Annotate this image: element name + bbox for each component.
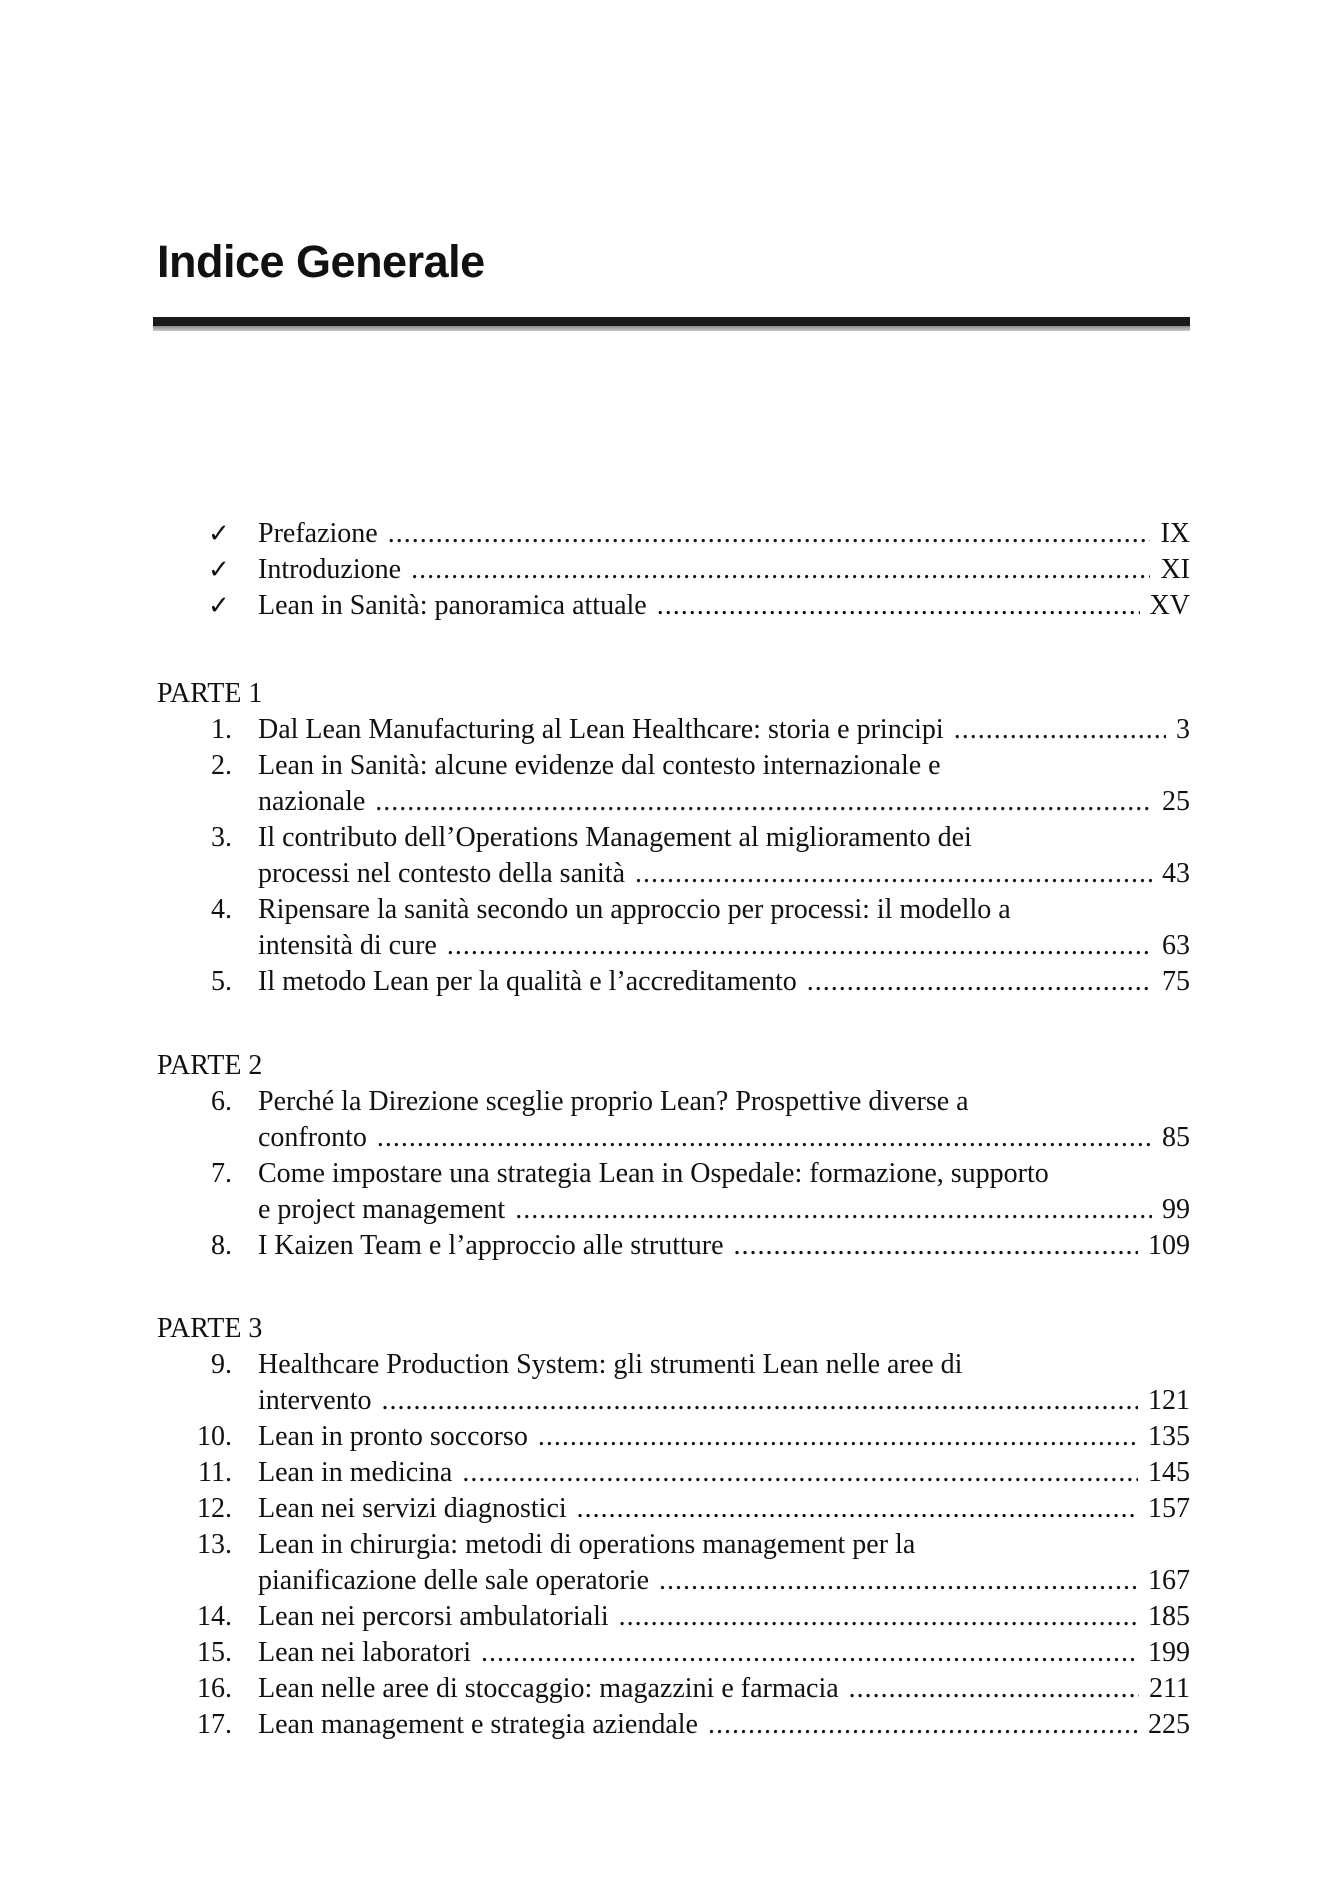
dot-leader <box>659 1563 1138 1599</box>
dot-leader <box>708 1707 1138 1743</box>
toc-entry-title: Lean nelle aree di stoccaggio: magazzini e farmacia <box>258 1673 839 1704</box>
toc-page-number: 43 <box>1162 858 1190 889</box>
dot-leader <box>447 928 1152 964</box>
toc-entry-title: Lean nei laboratori <box>258 1637 472 1668</box>
toc-page-number: IX <box>1160 518 1190 549</box>
part-heading: PARTE 1 <box>157 678 263 709</box>
title-rule <box>153 317 1190 326</box>
toc-entry-line <box>258 748 1190 784</box>
toc-entry-line <box>258 856 1190 892</box>
chapter-number: 14. <box>197 1601 232 1632</box>
toc-entry-title: Il metodo Lean per la qualità e l’accreditamento <box>258 966 797 997</box>
chapter-number: 1. <box>211 714 232 745</box>
chapter-number: 3. <box>211 822 232 853</box>
toc-page-number: 185 <box>1148 1601 1190 1632</box>
toc-entry-line <box>258 1084 1190 1120</box>
toc-entry-title: nazionale <box>258 786 366 817</box>
toc-entry-line <box>258 1491 1190 1527</box>
toc-entry-line <box>258 1120 1190 1156</box>
toc-page-number: 109 <box>1148 1230 1190 1261</box>
toc-page-number: 121 <box>1148 1385 1190 1416</box>
toc-page-number: 167 <box>1148 1565 1190 1596</box>
toc-entry-line <box>258 516 1190 552</box>
toc-entry-line <box>258 552 1190 588</box>
toc-entry-line <box>258 784 1190 820</box>
toc-entry-line <box>258 1228 1190 1264</box>
toc-page-number: 157 <box>1148 1493 1190 1524</box>
toc-entry-line <box>258 712 1190 748</box>
chapter-number: 6. <box>211 1086 232 1117</box>
toc-page-number: 135 <box>1148 1421 1190 1452</box>
toc-page-number: XI <box>1160 554 1190 585</box>
toc-entry-line <box>258 588 1190 624</box>
dot-leader <box>462 1455 1138 1491</box>
toc-entry-line <box>258 1192 1190 1228</box>
toc-entry-line <box>258 1599 1190 1635</box>
toc-entry-line <box>258 1419 1190 1455</box>
dot-leader <box>481 1635 1138 1671</box>
toc-entry-title: I Kaizen Team e l’approccio alle strutture <box>258 1230 724 1261</box>
chapter-number: 5. <box>211 966 232 997</box>
toc-entry-title: Lean in medicina <box>258 1457 453 1488</box>
toc-entry-title: Perché la Direzione sceglie proprio Lean? Prospettive diverse a <box>258 1086 969 1117</box>
chapter-number: 8. <box>211 1230 232 1261</box>
toc-entry-line <box>258 1347 1190 1383</box>
chapter-number: 2. <box>211 750 232 781</box>
chapter-number: 13. <box>197 1529 232 1560</box>
toc-entry-line <box>258 1455 1190 1491</box>
toc-entry-line <box>258 1635 1190 1671</box>
toc-entry-title: processi nel contesto della sanità <box>258 858 625 889</box>
dot-leader <box>515 1192 1152 1228</box>
toc-page-number: 225 <box>1148 1709 1190 1740</box>
toc-page-number: 63 <box>1162 930 1190 961</box>
dot-leader <box>538 1419 1138 1455</box>
page-title: Indice Generale <box>157 236 485 287</box>
chapter-number: 4. <box>211 894 232 925</box>
toc-entry-title: Dal Lean Manufacturing al Lean Healthcare: storia e principi <box>258 714 944 745</box>
toc-entry-title: Lean in pronto soccorso <box>258 1421 528 1452</box>
part-heading: PARTE 3 <box>157 1313 263 1344</box>
toc-entry-line <box>258 892 1190 928</box>
dot-leader <box>734 1228 1138 1264</box>
chapter-number: 7. <box>211 1158 232 1189</box>
dot-leader <box>411 552 1150 588</box>
dot-leader <box>619 1599 1138 1635</box>
dot-leader <box>388 516 1151 552</box>
part-heading: PARTE 2 <box>157 1050 263 1081</box>
toc-page-number: 3 <box>1176 714 1190 745</box>
toc-entry-title: pianificazione delle sale operatorie <box>258 1565 650 1596</box>
dot-leader <box>375 784 1152 820</box>
toc-entry-title: intervento <box>258 1385 372 1416</box>
toc-page-number: 199 <box>1148 1637 1190 1668</box>
toc-entry-line <box>258 1707 1190 1743</box>
toc-page-number: XV <box>1149 590 1190 621</box>
toc-entry-title: Lean management e strategia aziendale <box>258 1709 698 1740</box>
toc-entry-title: confronto <box>258 1122 367 1153</box>
toc-entry-title: Introduzione <box>258 554 402 585</box>
toc-entry-title: Lean in Sanità: panoramica attuale <box>258 590 647 621</box>
toc-entry-line <box>258 1563 1190 1599</box>
dot-leader <box>377 1120 1152 1156</box>
toc-entry-line <box>258 964 1190 1000</box>
chapter-number: 16. <box>197 1673 232 1704</box>
toc-page-number: 145 <box>1148 1457 1190 1488</box>
chapter-number: 9. <box>211 1349 232 1380</box>
dot-leader <box>954 712 1166 748</box>
toc-entry-line <box>258 928 1190 964</box>
toc-page-number: 25 <box>1162 786 1190 817</box>
toc-entry-title: e project management <box>258 1194 506 1225</box>
toc-page-number: 85 <box>1162 1122 1190 1153</box>
checkmark-icon: ✓ <box>208 555 230 584</box>
toc-page-number: 99 <box>1162 1194 1190 1225</box>
dot-leader <box>635 856 1152 892</box>
checkmark-icon: ✓ <box>208 591 230 620</box>
toc-entry-title: Ripensare la sanità secondo un approccio per processi: il modello a <box>258 894 1011 925</box>
toc-entry-title: Lean in Sanità: alcune evidenze dal contesto internazionale e <box>258 750 941 781</box>
title-rule-shadow <box>153 326 1190 331</box>
toc-entry-line <box>258 820 1190 856</box>
toc-entry-title: intensità di cure <box>258 930 437 961</box>
toc-entry-title: Lean in chirurgia: metodi di operations management per la <box>258 1529 916 1560</box>
dot-leader <box>807 964 1152 1000</box>
dot-leader <box>657 588 1140 624</box>
dot-leader <box>382 1383 1138 1419</box>
chapter-number: 10. <box>197 1421 232 1452</box>
toc-page-number: 75 <box>1162 966 1190 997</box>
chapter-number: 12. <box>197 1493 232 1524</box>
toc-entry-title: Il contributo dell’Operations Management al miglioramento dei <box>258 822 972 853</box>
dot-leader <box>849 1671 1139 1707</box>
toc-entry-title: Lean nei percorsi ambulatoriali <box>258 1601 609 1632</box>
toc-page-number: 211 <box>1149 1673 1190 1704</box>
dot-leader <box>577 1491 1138 1527</box>
chapter-number: 17. <box>197 1709 232 1740</box>
toc-entry-title: Lean nei servizi diagnostici <box>258 1493 567 1524</box>
toc-entry-line <box>258 1527 1190 1563</box>
checkmark-icon: ✓ <box>208 519 230 548</box>
toc-entry-title: Healthcare Production System: gli strumenti Lean nelle aree di <box>258 1349 963 1380</box>
toc-entry-line <box>258 1156 1190 1192</box>
toc-entry-line <box>258 1671 1190 1707</box>
toc-entry-title: Come impostare una strategia Lean in Ospedale: formazione, supporto <box>258 1158 1049 1189</box>
chapter-number: 15. <box>197 1637 232 1668</box>
chapter-number: 11. <box>198 1457 232 1488</box>
toc-entry-line <box>258 1383 1190 1419</box>
toc-entry-title: Prefazione <box>258 518 378 549</box>
